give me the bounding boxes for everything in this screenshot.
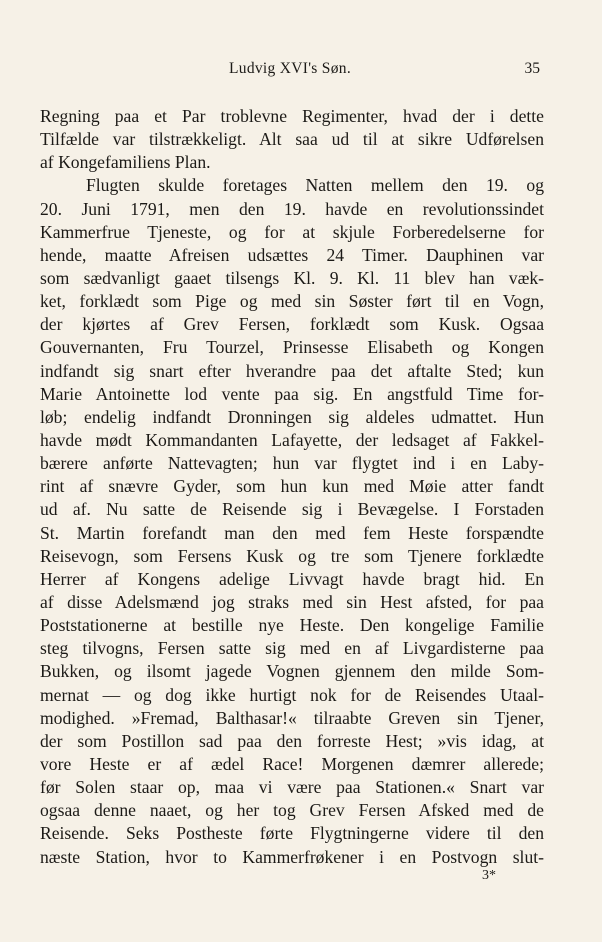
text-line: Gouvernanten, Fru Tourzel, Prinsesse Elisabeth og Kongen [40,337,544,358]
text-line: steg tilvogns, Fersen satte sig med en af Livgardisterne paa [40,638,544,659]
text-line: Regning paa et Par troblevne Regimenter, hvad der i dette [40,106,544,126]
text-line: bærere anførte Nattevagten; hun var flygtet ind i en Laby- [40,453,544,474]
text-line: ogsaa denne naaet, og her tog Grev Fersen Afsked med de [40,800,544,821]
text-line: hende, maatte Afreisen udsættes 24 Timer. Dauphinen var [40,244,544,265]
text-line: Herrer af Kongens adelige Livvagt havde bragt hid. En [40,568,544,589]
text-line: Marie Antoinette lod vente paa sig. En angstfuld Time for- [40,383,544,404]
text-line: ket, forklædt som Pige og med sin Søster ført til en Vogn, [40,291,544,312]
text-line: Tilfælde var tilstrækkeligt. Alt saa ud til at sikre Udførelsen [40,129,544,150]
signature-mark: 3* [482,868,496,883]
text-line: 20. Juni 1791, men den 19. havde en revolutionssindet [40,198,544,219]
text-line: modighed. »Fremad, Balthasar!« tilraabte Greven sin Tjener, [40,707,544,728]
text-line: næste Station, hvor to Kammerfrøkener i en Postvogn slut- [40,846,544,867]
text-line: Reisevogn, som Fersens Kusk og tre som Tjenere forklædte [40,545,544,566]
text-line: rint af snævre Gyder, som hun kun med Møie atter fandt [40,476,544,497]
body-text [40,105,544,869]
text-line: ud af. Nu satte de Reisende sig i Bevægelse. I Forstaden [40,499,544,520]
text-line: vore Heste er af ædel Race! Morgenen dæmrer allerede; [40,753,544,774]
text-line: før Solen staar op, maa vi være paa Stationen.« Snart var [40,777,544,798]
text-line: St. Martin forefandt man den med fem Heste forspændte [40,522,544,543]
page-number: 35 [524,60,540,77]
running-title: Ludvig XVI's Søn. [229,60,351,77]
text-line: Bukken, og ilsomt jagede Vognen gjennem den milde Som- [40,661,544,682]
text-line: der som Postillon sad paa den forreste Hest; »vis idag, at [40,730,544,751]
text-line: løb; endelig indfandt Dronningen sig aldeles udmattet. Hun [40,406,544,427]
text-line: Poststationerne at bestille nye Heste. Den kongelige Familie [40,615,544,636]
text-line: Flugten skulde foretages Natten mellem den 19. og [86,175,544,196]
text-line: Reisende. Seks Postheste førte Flygtningerne videre til den [40,823,544,844]
text-line: havde mødt Kommandanten Lafayette, der ledsaget af Fakkel- [40,429,544,450]
text-line: af disse Adelsmænd jog straks med sin Hest afsted, for paa [40,591,544,612]
text-line: indfandt sig snart efter hverandre paa det aftalte Sted; kun [40,360,544,381]
text-line: som sædvanligt gaaet tilsengs Kl. 9. Kl. 11 blev han væk- [40,267,544,288]
text-line: der kjørtes af Grev Fersen, forklædt som Kusk. Ogsaa [40,314,544,335]
running-head [40,60,540,82]
text-line: af Kongefamiliens Plan. [40,152,211,173]
text-line: Kammerfrue Tjeneste, og for at skjule Forberedelserne for [40,221,544,242]
text-line: mernat — og dog ikke hurtigt nok for de Reisendes Utaal- [40,684,544,705]
